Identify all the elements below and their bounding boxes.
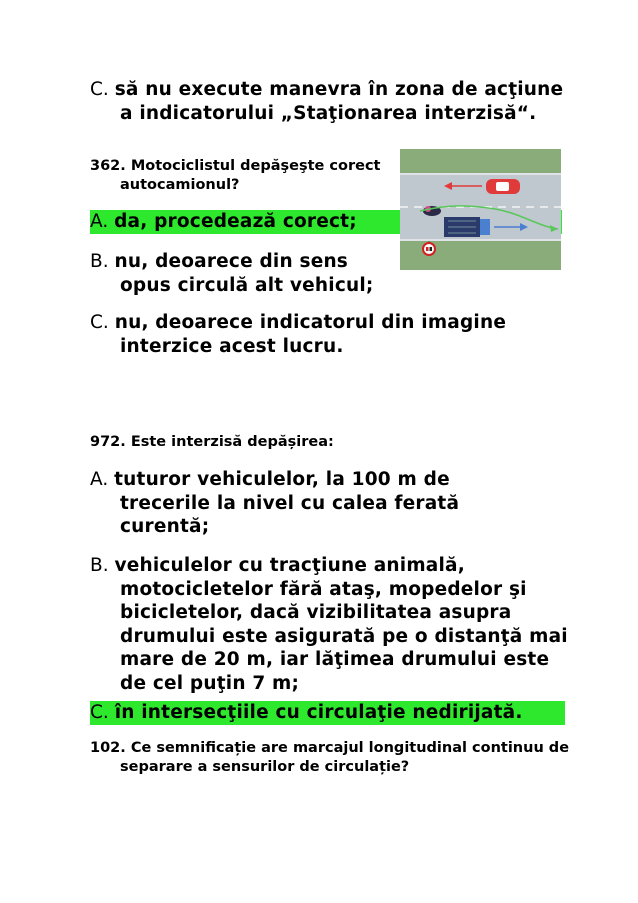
answer-text: vehiculelor cu tracţiune animală, motocicletelor fără ataş, mopedelor şi bicicletelor, dacă vizibilitatea asupra drumului este asigurată pe o distanţă mai mare de 20 m, iar lăţimea drumului este de cel puţin 7 m; [114, 555, 568, 694]
answer-text: în intersecţiile cu circulaţie nedirijată. [114, 702, 523, 723]
answer-letter: B. [90, 555, 109, 576]
answer-362-c [90, 311, 550, 358]
answer-letter: A. [90, 211, 109, 232]
question-362: 362. Motociclistul depăşeşte corect autocamionul? [90, 158, 381, 193]
correct-answer-highlight [90, 701, 565, 725]
answer-text: nu, deoarece indicatorul din imagine interzice acest lucru. [114, 312, 507, 357]
answer-text: nu, deoarece din sens opus circulă alt vehicul; [114, 251, 374, 296]
answer-letter: C. [90, 79, 109, 100]
answer-972-a [90, 468, 490, 539]
traffic-illustration [400, 149, 561, 270]
question-972: 972. Este interzisă depășirea: [90, 434, 334, 450]
answer-c-prev [90, 78, 565, 125]
answer-362-b [90, 250, 390, 297]
answer-letter: C. [90, 702, 109, 723]
answer-972-c [90, 701, 565, 725]
answer-letter: C. [90, 312, 109, 333]
answer-972-b [90, 554, 568, 695]
answer-text: tuturor vehiculelor, la 100 m de trecerile la nivel cu calea ferată curentă; [114, 469, 460, 537]
answer-text: da, procedează corect; [114, 211, 357, 232]
answer-text: să nu execute manevra în zona de acţiune a indicatorului „Staţionarea interzisă“. [114, 79, 564, 124]
answer-letter: B. [90, 251, 109, 272]
question-102: 102. Ce semnificație are marcajul longitudinal continuu de separare a sensurilor de circulație? [90, 740, 570, 775]
answer-letter: A. [90, 469, 109, 490]
